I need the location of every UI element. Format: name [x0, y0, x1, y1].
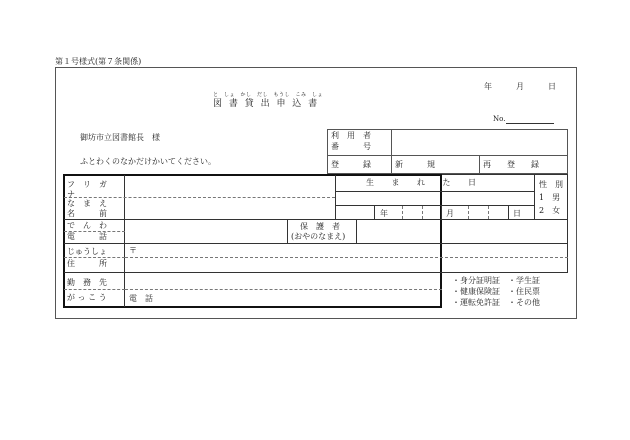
id-docs-line-2: ・健康保険証 ・住民票 [452, 287, 540, 296]
phone-kana-label: で ん わ [67, 221, 107, 230]
renewal-label: 再 登 録 [483, 160, 539, 169]
user-number-label-top: 利 用 者 [331, 131, 371, 140]
furigana-label: フ リ ガ ナ [67, 180, 115, 199]
birth-year-label: 年 [380, 209, 388, 218]
id-docs-line-3: ・運転免許証 ・その他 [452, 298, 540, 307]
birth-month-label: 月 [446, 209, 454, 218]
school-label: が っ こ う [67, 293, 107, 302]
date-day-label: 日 [548, 82, 556, 91]
number-label: No. [493, 115, 506, 123]
phone-label: 電 話 [67, 232, 107, 241]
name-kana-label: な ま え [67, 199, 107, 208]
guardian-name-field[interactable] [357, 221, 566, 242]
address-field[interactable] [140, 244, 566, 271]
work-school-field[interactable] [126, 273, 441, 288]
address-kana-label: じゅうしょ [67, 247, 107, 256]
id-docs-line-1: ・身分証明証 ・学生証 [452, 276, 540, 285]
form-number: 第１号様式(第７条関係) [55, 57, 142, 66]
date-year-label: 年 [484, 82, 492, 91]
number-underline [506, 123, 554, 124]
new-registration-label: 新 規 [395, 160, 435, 169]
phone-field[interactable] [126, 221, 286, 242]
guardian-sub-label: (おやのなまえ) [291, 232, 346, 241]
gender-label: 性 別 [539, 180, 563, 189]
guardian-label: 保 護 者 [300, 222, 340, 231]
name-field[interactable] [126, 198, 334, 218]
gender-female-option[interactable]: 2 女 [539, 206, 561, 215]
work-phone-field[interactable] [160, 290, 441, 306]
work-label: 勤 務 先 [67, 278, 107, 287]
birth-date-field[interactable] [336, 192, 533, 218]
instruction-text: ふとわくのなかだけかいてください。 [80, 157, 216, 166]
recipient-label: 御坊市立図書館長 様 [80, 133, 160, 142]
birth-date-label: 生 ま れ た 日 [366, 178, 477, 187]
birth-day-label: 日 [513, 209, 521, 218]
title-ruby: と しょ かし だし もうし こみ しょ [213, 92, 324, 98]
work-phone-label: 電 話 [129, 294, 153, 303]
postal-mark: 〒 [129, 246, 137, 255]
furigana-field[interactable] [126, 176, 334, 196]
address-label: 住 所 [67, 259, 107, 268]
user-number-label-bottom: 番 号 [331, 142, 371, 151]
date-month-label: 月 [516, 82, 524, 91]
name-label: 名 前 [67, 209, 107, 218]
gender-male-option[interactable]: 1 男 [539, 193, 561, 202]
user-number-field[interactable] [392, 130, 567, 155]
page-title: 図 書 貸 出 申 込 書 [213, 99, 320, 109]
registration-label: 登 録 [331, 160, 371, 169]
